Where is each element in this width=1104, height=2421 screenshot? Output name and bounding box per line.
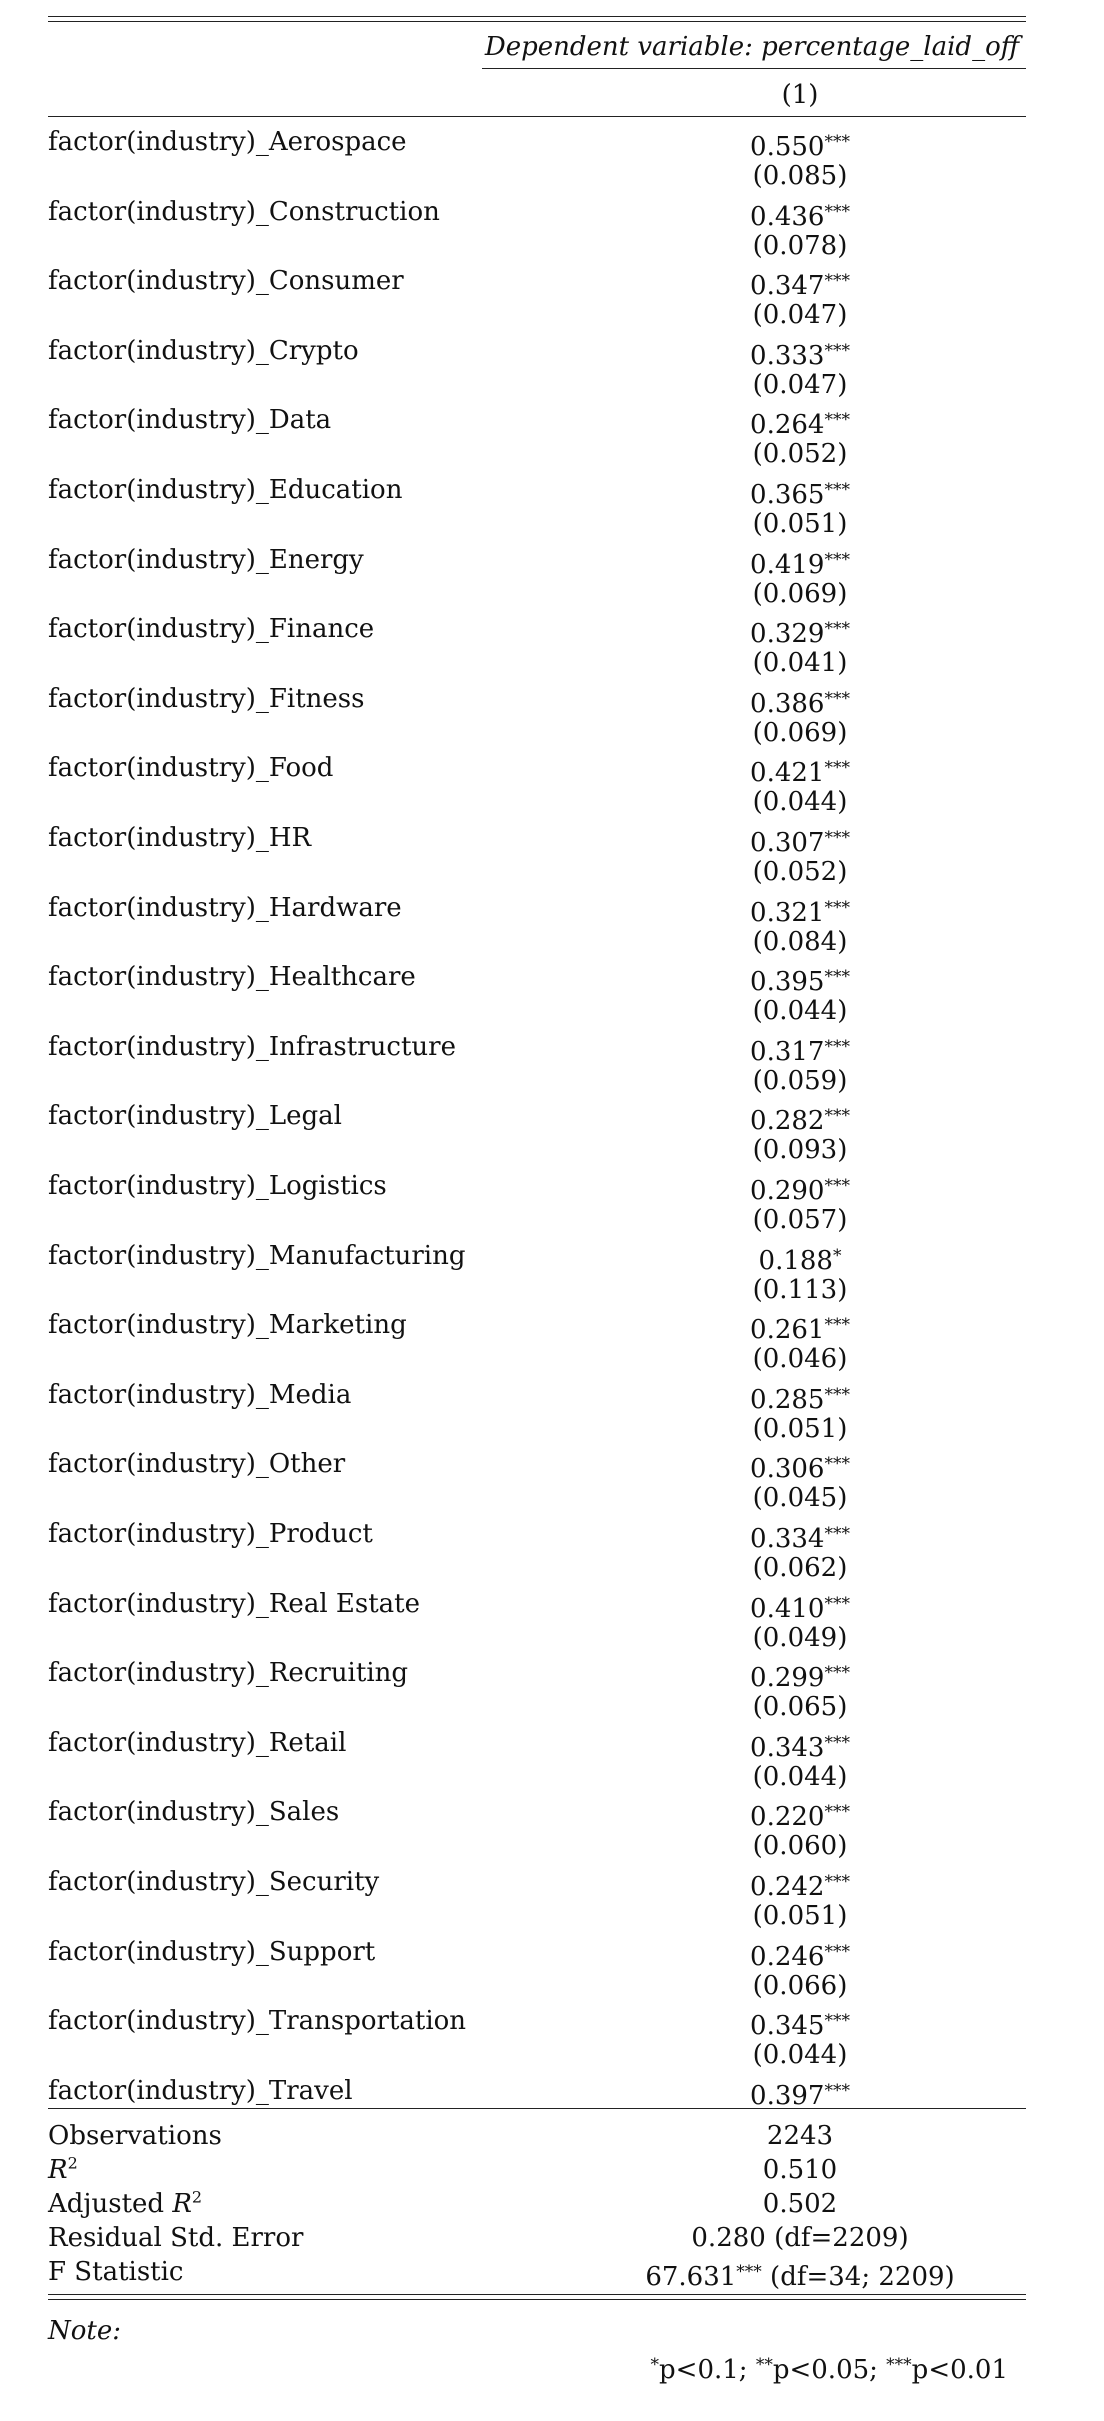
significance-stars: *** <box>824 1732 850 1753</box>
significance-stars: *** <box>824 1593 850 1614</box>
significance-stars: *** <box>824 132 850 152</box>
significance-stars: *** <box>824 1941 850 1962</box>
significance-stars: *** <box>824 1176 850 1196</box>
standard-error-row <box>48 368 1026 402</box>
estimate-number: 0.334 <box>750 1524 825 1554</box>
dependent-label: Dependent variable: <box>484 32 753 62</box>
standard-error-row <box>48 1621 1026 1655</box>
coefficient-row <box>48 1935 1026 1972</box>
standard-error-row <box>48 577 1026 611</box>
estimate-number: 0.347 <box>750 271 825 302</box>
estimate-number: 0.321 <box>750 897 825 928</box>
f-stat-number: 67.631 <box>645 2262 737 2292</box>
note-p3-stars: *** <box>886 2355 912 2375</box>
coefficient-label: factor(industry)_Transportation <box>48 2006 467 2037</box>
header-bottom-rule <box>48 116 1026 117</box>
coefficient-label: factor(industry)_Finance <box>48 614 375 645</box>
note-text <box>601 2314 1008 2421</box>
standard-error-row <box>48 229 1026 263</box>
standard-error: (0.047) <box>752 369 848 400</box>
r2-value: 0.510 <box>762 2155 838 2185</box>
standard-error-row <box>48 646 1026 680</box>
standard-error: (0.051) <box>752 1413 848 1444</box>
coefficient-row <box>48 960 1026 998</box>
coefficient-label: factor(industry)_Crypto <box>48 335 359 366</box>
standard-error-row <box>48 1342 1026 1376</box>
note-p2-text: p<0.05; <box>772 2355 887 2385</box>
standard-error: (0.065) <box>752 1692 848 1723</box>
coefficient-row <box>48 1239 1026 1276</box>
standard-error: (0.057) <box>752 1205 848 1235</box>
coefficient-row <box>48 612 1026 650</box>
r2-row <box>48 2153 1026 2187</box>
estimate-number: 0.410 <box>750 1593 825 1624</box>
significance-stars: *** <box>824 897 850 918</box>
coefficient-row <box>48 821 1026 858</box>
bottom-rule-1 <box>48 2294 1026 2295</box>
note-p1-stars: * <box>650 2355 660 2375</box>
estimate-number: 0.264 <box>750 410 825 441</box>
coefficient-label: factor(industry)_Manufacturing <box>48 1240 466 1271</box>
coefficient-label: factor(industry)_Hardware <box>48 892 402 923</box>
f-stat-row <box>48 2255 1026 2292</box>
observations-label: Observations <box>48 2121 222 2151</box>
estimate-number: 0.550 <box>750 132 825 162</box>
coefficient-label: factor(industry)_Fitness <box>48 683 365 714</box>
standard-error: (0.045) <box>752 1483 848 1514</box>
standard-error-row <box>48 2038 1026 2072</box>
estimate-number: 0.419 <box>750 549 825 580</box>
standard-error: (0.059) <box>752 1065 848 1096</box>
coefficient-row <box>48 1587 1026 1624</box>
r2-label <box>48 2153 78 2187</box>
standard-error-row <box>48 507 1026 541</box>
stats-top-rule <box>48 2108 1026 2109</box>
standard-error-row <box>48 855 1026 889</box>
coefficient-label: factor(industry)_Product <box>48 1519 373 1549</box>
standard-error-row <box>48 925 1026 959</box>
coefficient-row <box>48 195 1026 232</box>
estimate-number: 0.282 <box>750 1106 825 1137</box>
coefficient-label: factor(industry)_Food <box>48 753 334 784</box>
observations-value: 2243 <box>766 2121 834 2151</box>
header-underline <box>482 68 1026 69</box>
coefficient-row <box>48 891 1026 928</box>
coefficient-row <box>48 473 1026 510</box>
coefficient-row <box>48 1378 1026 1415</box>
estimate-number: 0.299 <box>750 1663 825 1694</box>
standard-error: (0.049) <box>752 1622 848 1653</box>
standard-error-row <box>48 1481 1026 1515</box>
significance-stars: *** <box>824 271 850 292</box>
coefficient-row <box>48 1030 1026 1067</box>
coefficient-row <box>48 334 1026 371</box>
significance-stars: *** <box>824 1315 850 1336</box>
rse-label: Residual Std. Error <box>48 2223 304 2253</box>
significance-stars: *** <box>824 1036 850 1057</box>
top-rule-2 <box>48 21 1026 22</box>
coefficient-label: factor(industry)_Travel <box>48 2075 353 2106</box>
significance-stars: *** <box>824 201 850 222</box>
note-row <box>48 2314 1026 2385</box>
significance-stars: *** <box>824 1106 850 1127</box>
standard-error: (0.069) <box>752 717 848 748</box>
significance-stars: *** <box>824 967 850 988</box>
standard-error: (0.052) <box>752 439 848 470</box>
coefficient-row <box>48 1447 1026 1485</box>
note-p1-text: p<0.1; <box>659 2355 756 2385</box>
coefficient-label: factor(industry)_Infrastructure <box>48 1031 456 1062</box>
coefficient-row <box>48 1169 1026 1206</box>
standard-error: (0.113) <box>752 1274 848 1305</box>
significance-stars: *** <box>824 1872 850 1892</box>
coefficient-label: factor(industry)_Real Estate <box>48 1588 421 1619</box>
bottom-rule-2 <box>48 2299 1026 2300</box>
f-stat-value <box>478 2255 1104 2294</box>
standard-error: (0.044) <box>752 996 848 1027</box>
coefficient-label: factor(industry)_Media <box>48 1379 352 1410</box>
significance-stars: *** <box>824 1802 850 1823</box>
coefficient-row <box>48 1656 1026 1694</box>
standard-error-row <box>48 716 1026 750</box>
estimate-number: 0.343 <box>750 1732 825 1763</box>
estimate-number: 0.317 <box>750 1036 825 1067</box>
estimate-number: 0.397 <box>750 2080 825 2111</box>
coefficient-label: factor(industry)_Consumer <box>48 266 404 297</box>
standard-error-row <box>48 1760 1026 1794</box>
standard-error: (0.044) <box>752 1761 848 1792</box>
note-p2-stars: ** <box>755 2355 773 2375</box>
coefficient-row <box>48 1795 1026 1833</box>
standard-error: (0.046) <box>752 1344 848 1375</box>
standard-error: (0.051) <box>752 509 848 539</box>
coefficient-row <box>48 682 1026 719</box>
coefficient-label: factor(industry)_Recruiting <box>48 1658 409 1689</box>
standard-error: (0.093) <box>752 1135 848 1166</box>
rse-row <box>48 2221 1026 2255</box>
f-stat-df: (df=34; 2209) <box>761 2262 955 2292</box>
standard-error: (0.069) <box>752 578 848 609</box>
coefficient-row <box>48 1099 1026 1137</box>
significance-stars: *** <box>824 619 850 640</box>
coefficient-label: factor(industry)_Sales <box>48 1797 340 1828</box>
significance-stars: *** <box>824 828 850 848</box>
significance-stars: *** <box>824 688 850 709</box>
standard-error: (0.044) <box>752 787 848 818</box>
standard-error-row <box>48 994 1026 1028</box>
standard-error-row <box>48 159 1026 193</box>
significance-stars: *** <box>824 758 850 779</box>
note-label: Note: <box>48 2316 121 2346</box>
standard-error-row <box>48 437 1026 471</box>
standard-error-row <box>48 1133 1026 1167</box>
standard-error: (0.066) <box>752 1970 848 2001</box>
r2-label-base: R <box>48 2155 68 2185</box>
estimate-number: 0.345 <box>750 2011 825 2042</box>
standard-error: (0.047) <box>752 300 848 331</box>
coefficient-label: factor(industry)_Data <box>48 405 332 436</box>
standard-error-row <box>48 1273 1026 1307</box>
significance-stars: *** <box>824 410 850 431</box>
coefficient-row <box>48 403 1026 441</box>
f-stat-stars: *** <box>736 2262 762 2282</box>
significance-stars: *** <box>824 1384 850 1405</box>
coefficient-label: factor(industry)_Retail <box>48 1727 347 1758</box>
coefficient-label: factor(industry)_Healthcare <box>48 962 416 993</box>
adj-r2-value: 0.502 <box>762 2189 838 2219</box>
coefficient-label: factor(industry)_Support <box>48 1936 376 1967</box>
significance-stars: *** <box>824 1524 850 1544</box>
note-p3-text: p<0.01 <box>911 2355 1008 2385</box>
adj-r2-row <box>48 2187 1026 2221</box>
top-rule-1 <box>48 16 1026 17</box>
standard-error: (0.085) <box>752 161 848 191</box>
standard-error-row <box>48 1899 1026 1933</box>
significance-stars: *** <box>824 2011 850 2032</box>
coefficient-label: factor(industry)_HR <box>48 823 312 853</box>
standard-error: (0.052) <box>752 857 848 887</box>
significance-stars: * <box>832 1245 842 1266</box>
standard-error-row <box>48 1551 1026 1585</box>
significance-stars: *** <box>824 2080 850 2101</box>
adj-r2-label-base: R <box>172 2189 192 2219</box>
estimate-number: 0.261 <box>750 1315 825 1346</box>
standard-error: (0.060) <box>752 1831 848 1862</box>
coefficient-row <box>48 1726 1026 1763</box>
coefficient-row <box>48 125 1026 162</box>
standard-error-row <box>48 1690 1026 1724</box>
estimate-number: 0.220 <box>750 1802 825 1833</box>
coefficient-row <box>48 1308 1026 1346</box>
significance-stars: *** <box>824 1454 850 1475</box>
estimate-number: 0.306 <box>750 1454 825 1485</box>
standard-error-row <box>48 1412 1026 1446</box>
coefficient-row <box>48 1517 1026 1554</box>
estimate-number: 0.290 <box>750 1176 825 1206</box>
r2-label-sup: 2 <box>67 2153 78 2173</box>
standard-error-row <box>48 785 1026 819</box>
standard-error-row <box>48 1203 1026 1237</box>
coefficient-label: factor(industry)_Legal <box>48 1101 342 1132</box>
standard-error: (0.041) <box>752 648 848 679</box>
model-number: (1) <box>781 80 819 110</box>
dependent-name: percentage_laid_off <box>761 32 1020 62</box>
standard-error-row <box>48 1064 1026 1098</box>
adj-r2-label-sup: 2 <box>191 2187 203 2207</box>
rse-value: 0.280 (df=2209) <box>691 2223 909 2253</box>
coefficient-label: factor(industry)_Other <box>48 1449 346 1480</box>
estimate-number: 0.421 <box>750 758 825 789</box>
adj-r2-prefix: Adjusted <box>48 2189 173 2219</box>
estimate-number: 0.386 <box>750 688 825 719</box>
coefficient-label: factor(industry)_Aerospace <box>48 127 407 157</box>
estimate-number: 0.188 <box>758 1245 833 1276</box>
coefficient-label: factor(industry)_Security <box>48 1867 380 1897</box>
coefficient-row <box>48 543 1026 580</box>
standard-error: (0.062) <box>752 1553 848 1583</box>
estimate-number: 0.333 <box>750 340 825 371</box>
coefficient-row <box>48 751 1026 789</box>
coefficient-row <box>48 2004 1026 2042</box>
estimate-number: 0.436 <box>750 201 825 232</box>
f-stat-label: F Statistic <box>48 2257 184 2287</box>
dependent-variable-header <box>482 30 1022 64</box>
standard-error-row <box>48 1829 1026 1863</box>
coefficient-row <box>48 264 1026 302</box>
coefficient-estimate <box>478 2074 1104 2113</box>
estimate-number: 0.365 <box>750 480 825 510</box>
coefficient-row <box>48 2074 1026 2111</box>
standard-error: (0.078) <box>752 230 848 261</box>
standard-error-row <box>48 298 1026 332</box>
adj-r2-label <box>48 2187 202 2221</box>
estimate-number: 0.242 <box>750 1872 825 1902</box>
standard-error-row <box>48 1969 1026 2003</box>
coefficient-label: factor(industry)_Construction <box>48 196 440 227</box>
estimate-number: 0.285 <box>750 1384 825 1415</box>
standard-error: (0.084) <box>752 926 848 957</box>
model-number-row <box>48 78 1026 112</box>
standard-error: (0.044) <box>752 2040 848 2071</box>
significance-stars: *** <box>824 549 850 570</box>
observations-row <box>48 2119 1026 2153</box>
significance-stars: *** <box>824 340 850 361</box>
estimate-number: 0.329 <box>750 619 825 650</box>
significance-stars: *** <box>824 480 850 500</box>
coefficient-label: factor(industry)_Logistics <box>48 1171 387 1201</box>
estimate-number: 0.246 <box>750 1941 825 1972</box>
significance-stars: *** <box>824 1663 850 1684</box>
coefficient-label: factor(industry)_Marketing <box>48 1310 407 1341</box>
estimate-number: 0.395 <box>750 967 825 998</box>
standard-error: (0.051) <box>752 1901 848 1931</box>
coefficient-row <box>48 1865 1026 1902</box>
estimate-number: 0.307 <box>750 828 825 858</box>
coefficient-label: factor(industry)_Education <box>48 475 403 505</box>
coefficient-label: factor(industry)_Energy <box>48 544 364 575</box>
